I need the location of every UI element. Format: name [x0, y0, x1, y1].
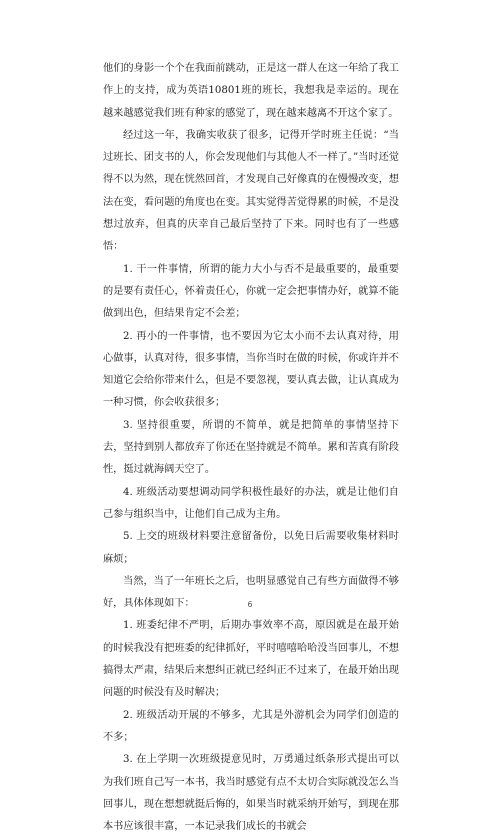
document-body — [103, 58, 399, 838]
paragraph-1: 他们的身影一个个在我面前跳动，正是这一群人在这一年给了我工作上的支持，成为英语10801班的班长，我想我是幸运的。现在越来越感觉我们班有种家的感觉了，现在越来越离不开这个家了。 — [103, 63, 399, 119]
page-number: 6 — [247, 600, 253, 609]
paragraph-4: 2. 再小的一件事情，也不要因为它太小而不去认真对待，用心做事，认真对待，很多事情，当你当时在做的时候，你或许并不知道它会给你带来什么，但是不要忽视，要认真去做，让认真成为一种习惯，你会收获很多； — [103, 330, 399, 409]
paragraph-10: 2. 班级活动开展的不够多，尤其是外游机会为同学们创造的不多； — [103, 709, 399, 743]
paragraph-9: 1. 班委纪律不严明，后期办事效率不高，原因就是在最开始的时候我没有把班委的纪律抓好，平时嘻嘻哈哈没当回事儿，不想搞得太严肃，结果后来想纠正就已经纠正不过来了，在最开始出现问题的时候没有及时解决； — [103, 620, 399, 699]
paragraph-8: 当然，当了一年班长之后，也明显感觉自己有些方面做得不够好，具体体现如下： — [103, 575, 399, 610]
paragraph-6: 4. 班级活动要想调动同学积极性最好的办法，就是让他们自己参与组织当中，让他们自己成为主角。 — [103, 486, 399, 520]
paragraph-5: 3. 坚持很重要，所谓的不简单，就是把简单的事情坚持下去，坚持到别人都放弃了你还在坚持就是不简单。累和苦真有阶段性，挺过就海阔天空了。 — [103, 419, 399, 476]
paragraph-7: 5. 上交的班级材料要注意留备份，以免日后需要收集材料时麻烦； — [103, 531, 399, 565]
paragraph-3: 1. 干一件事情，所谓的能力大小与否不是最重要的，最重要的是要有责任心，怀着责任心，你就一定会把事情办好，就算不能做到出色，但结果肯定不会差； — [103, 263, 399, 320]
paragraph-11: 3. 在上学期一次班级提意见时，万勇通过纸条形式提出可以为我们班自己写一本书，我当时感觉有点不太切合实际就没怎么当回事儿，现在想想就挺后悔的，如果当时就采纳开始写，到现在那本书应该很丰富，一本记录我们成长的书就会 — [103, 754, 399, 833]
paragraph-2: 经过这一年，我确实收获了很多，记得开学时班主任说：“当过班长、团支书的人，你会发现他们与其他人不一样了。”当时还觉得不以为然，现在恍然回首，才发现自己好像真的在慢慢改变，想法在变，看问题的角度也在变。其实觉得苦觉得累的时候，不是没想过放弃，但真的庆幸自己最后坚持了下来。同时也有了一些感悟： — [103, 129, 399, 253]
